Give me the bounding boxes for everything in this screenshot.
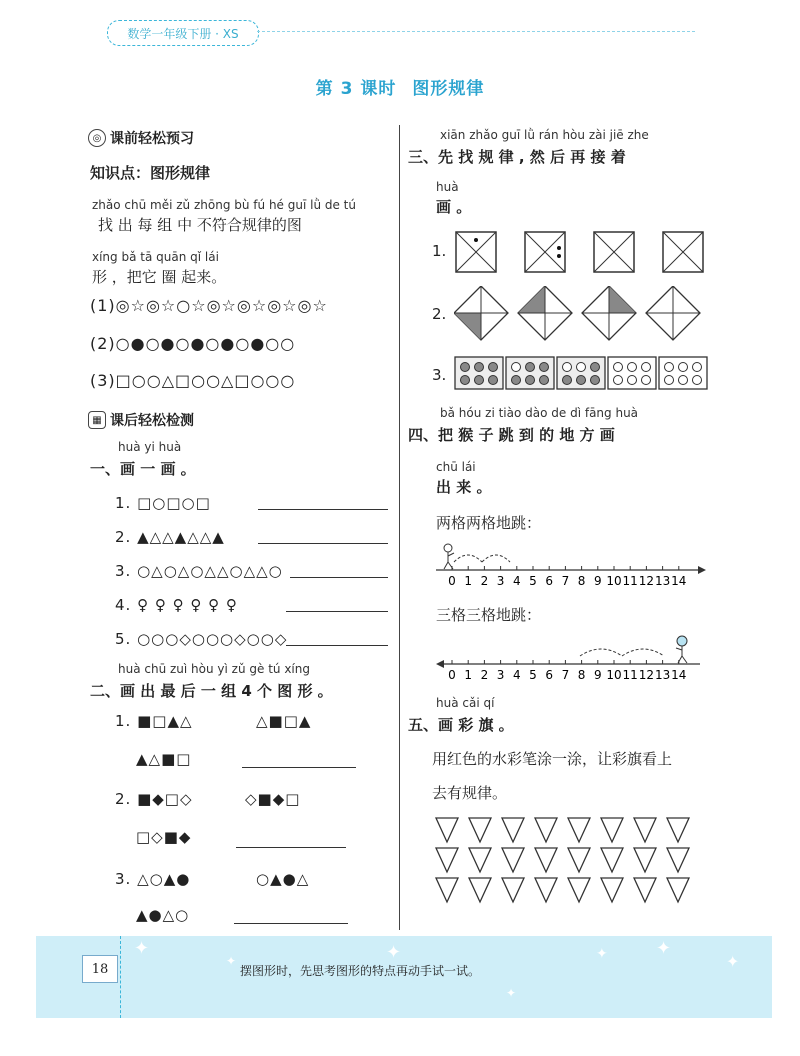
preview-text-2: 形 ，把它 圈 起来。 — [92, 268, 227, 286]
dot-box-4[interactable] — [608, 357, 656, 389]
q3-heading-2: 画 。 — [436, 198, 472, 216]
flag-triangle[interactable] — [667, 878, 689, 902]
q3-heading: 三、先 找 规 律 , 然 后 再 接 着 — [408, 148, 626, 166]
q2-item-3: 3. △○▲● — [115, 870, 191, 888]
q1-item-2: 2. ▲△△▲△△▲ — [115, 528, 225, 546]
footer-dash — [120, 936, 121, 1018]
lesson-topic: 图形规律 — [412, 79, 485, 99]
flag-triangle[interactable] — [634, 878, 656, 902]
number-line-2 — [430, 632, 710, 688]
star-icon: ✦ — [596, 946, 608, 962]
tick-label: 3 — [496, 668, 505, 682]
flag-triangle[interactable] — [667, 848, 689, 872]
knowledge-point: 知识点：图形规律 — [90, 164, 211, 182]
tick-label: 1 — [464, 668, 473, 682]
q1-item-2-blanks[interactable] — [258, 542, 388, 544]
monkey-icon — [444, 544, 454, 569]
q3-row-1 — [454, 230, 714, 274]
tick-label: 10 — [606, 574, 622, 588]
q2-item-2: 2. ■◆□◇ — [115, 790, 193, 808]
flag-triangle[interactable] — [436, 878, 458, 902]
q2-item-3-b: ○▲●△ — [256, 870, 310, 888]
lesson-number: 第 3 课时 — [315, 79, 397, 99]
flag-triangle[interactable] — [469, 818, 491, 842]
tick-label: 14 — [671, 574, 687, 588]
flag-triangle[interactable] — [601, 848, 623, 872]
tick-label: 7 — [561, 668, 570, 682]
tick-label: 2 — [480, 668, 489, 682]
q2-item-1: 1. ■□▲△ — [115, 712, 193, 730]
tick-label: 14 — [671, 668, 687, 682]
tick-label: 9 — [593, 668, 602, 682]
tick-label: 8 — [577, 668, 586, 682]
q1-heading: 一、画 一 画 。 — [90, 460, 196, 478]
q4-sub-1: 两格两格地跳： — [436, 514, 542, 532]
flag-triangle[interactable] — [502, 848, 524, 872]
tick-label: 0 — [448, 668, 456, 682]
flag-triangle[interactable] — [502, 878, 524, 902]
q1-item-1-blanks[interactable] — [258, 508, 388, 510]
q3-label-1: 1. — [432, 242, 447, 260]
flag-triangle[interactable] — [535, 848, 557, 872]
q5-line-2: 去有规律。 — [432, 784, 508, 802]
pattern-row-1: (1)◎☆◎☆○☆◎☆◎☆◎☆◎☆ — [90, 296, 328, 315]
flag-triangle[interactable] — [634, 818, 656, 842]
q2-item-3-answer[interactable] — [234, 922, 348, 924]
q4-heading: 四、把 猴 子 跳 到 的 地 方 画 — [408, 426, 615, 444]
star-icon: ✦ — [506, 986, 517, 1000]
tick-label: 2 — [480, 574, 489, 588]
flag-triangle[interactable] — [535, 818, 557, 842]
dot-box-5[interactable] — [659, 357, 707, 389]
preview-heading-text: 课前轻松预习 — [110, 131, 194, 147]
q2-item-2-b: ◇■◆□ — [245, 790, 301, 808]
flag-triangle[interactable] — [568, 878, 590, 902]
q1-item-5: 5. ○○○◇○○○◇○○◇ — [115, 630, 288, 648]
star-icon: ✦ — [226, 954, 237, 968]
flag-triangle[interactable] — [601, 878, 623, 902]
q5-pinyin: huà cǎi qí — [436, 696, 495, 710]
q3-row-3 — [454, 356, 710, 392]
check-heading — [88, 410, 194, 430]
tick-label: 13 — [654, 574, 671, 588]
tick-label: 1 — [464, 574, 473, 588]
tick-label: 9 — [593, 574, 602, 588]
pattern-row-2: (2)○●○●○●○●○●○○ — [90, 334, 296, 353]
check-heading-text: 课后轻松检测 — [110, 413, 194, 429]
q1-item-5-blanks[interactable] — [286, 644, 388, 646]
flag-triangle[interactable] — [535, 878, 557, 902]
crossed-square-2 — [525, 232, 565, 272]
preview-text-1: 找 出 每 组 中 不符合规律的图 — [98, 216, 302, 234]
tick-label: 5 — [529, 668, 537, 682]
q4-pinyin-2: chū lái — [436, 460, 476, 474]
q3-label-2: 2. — [432, 305, 447, 323]
flag-triangle[interactable] — [634, 848, 656, 872]
monkey-icon — [676, 636, 687, 663]
q1-item-1: 1. □○□○□ — [115, 494, 211, 512]
page-number: 18 — [82, 955, 118, 983]
q1-item-4-blanks[interactable] — [286, 610, 388, 612]
q2-item-2-answer[interactable] — [236, 846, 346, 848]
diamond-1 — [454, 286, 508, 340]
q2-item-3-c: ▲●△○ — [136, 906, 190, 924]
flag-triangle[interactable] — [502, 818, 524, 842]
q1-item-4: 4. ♀ ♀ ♀ ♀ ♀ ♀ — [115, 596, 238, 614]
tick-label: 12 — [638, 574, 655, 588]
q5-heading: 五、画 彩 旗 。 — [408, 716, 514, 734]
q2-pinyin: huà chū zuì hòu yì zǔ gè tú xíng — [118, 662, 310, 676]
q4-heading-2: 出 来 。 — [436, 478, 492, 496]
crossed-square-3[interactable] — [594, 232, 634, 272]
tick-label: 3 — [496, 574, 505, 588]
dot-box-3 — [557, 357, 605, 389]
star-icon: ✦ — [656, 938, 672, 959]
tick-label: 5 — [529, 574, 537, 588]
tick-label: 4 — [512, 574, 521, 588]
tick-label: 0 — [448, 574, 456, 588]
preview-pinyin-2: xíng bǎ tā quān qǐ lái — [92, 250, 219, 264]
q3-pinyin-2: huà — [436, 180, 459, 194]
tick-label: 6 — [545, 574, 554, 588]
pattern-row-3: (3)□○○△□○○△□○○○ — [90, 371, 296, 390]
q2-heading: 二、画 出 最 后 一 组 4 个 图 形 。 — [90, 682, 333, 700]
flag-triangle[interactable] — [436, 848, 458, 872]
tick-label: 12 — [638, 668, 655, 682]
tick-label: 7 — [561, 574, 570, 588]
tick-label: 6 — [545, 668, 554, 682]
diamond-4[interactable] — [646, 286, 700, 340]
flag-triangle[interactable] — [601, 818, 623, 842]
crossed-square-1 — [456, 232, 496, 272]
flag-triangle[interactable] — [469, 878, 491, 902]
number-line-1 — [430, 540, 710, 596]
q3-label-3: 3. — [432, 366, 447, 384]
flag-triangle[interactable] — [667, 818, 689, 842]
film-reel-icon: ◎ — [88, 129, 106, 147]
dot-box-2 — [506, 357, 554, 389]
q1-item-3-blanks[interactable] — [290, 576, 388, 578]
header-rule — [257, 31, 695, 32]
tick-label: 11 — [622, 668, 638, 682]
q1-pinyin: huà yi huà — [118, 440, 182, 454]
flag-triangle[interactable] — [568, 848, 590, 872]
footer-tip: 摆图形时，先思考图形的特点再动手试一试。 — [240, 964, 481, 978]
book-tab: 数学一年级下册 · XS — [107, 20, 259, 46]
q1-item-3: 3. ○△○△○△△○△△○ — [115, 562, 283, 580]
star-icon: ✦ — [134, 938, 150, 959]
dot-box-1 — [455, 357, 503, 389]
calculator-icon: ▦ — [88, 411, 106, 429]
diamond-3 — [582, 286, 636, 340]
flag-triangle[interactable] — [568, 818, 590, 842]
tick-label: 10 — [606, 668, 622, 682]
star-icon: ✦ — [726, 952, 740, 971]
q4-sub-2: 三格三格地跳： — [436, 606, 542, 624]
preview-pinyin-1: zhǎo chū měi zǔ zhōng bù fú hé guī lǜ de tú — [92, 198, 356, 212]
q2-item-1-answer[interactable] — [242, 766, 356, 768]
tick-label: 13 — [654, 668, 671, 682]
diamond-2 — [518, 286, 572, 340]
preview-heading — [88, 128, 194, 148]
q2-item-1-b: △■□▲ — [256, 712, 312, 730]
q3-row-2 — [454, 286, 714, 342]
crossed-square-4[interactable] — [663, 232, 703, 272]
q2-item-1-c: ▲△■□ — [136, 750, 192, 768]
flag-grid[interactable] — [430, 814, 710, 914]
q2-item-2-c: □◇■◆ — [136, 828, 192, 846]
flag-triangle[interactable] — [436, 818, 458, 842]
flag-triangle[interactable] — [469, 848, 491, 872]
column-divider — [399, 125, 400, 930]
q5-line-1: 用红色的水彩笔涂一涂，让彩旗看上 — [432, 750, 673, 768]
star-icon: ✦ — [386, 942, 402, 963]
page-title — [0, 74, 800, 99]
tick-label: 4 — [512, 668, 521, 682]
tick-label: 11 — [622, 574, 638, 588]
q3-pinyin: xiān zhǎo guī lǜ rán hòu zài jiē zhe — [440, 128, 649, 142]
tick-label: 8 — [577, 574, 586, 588]
q4-pinyin: bǎ hóu zi tiào dào de dì fāng huà — [440, 406, 639, 420]
